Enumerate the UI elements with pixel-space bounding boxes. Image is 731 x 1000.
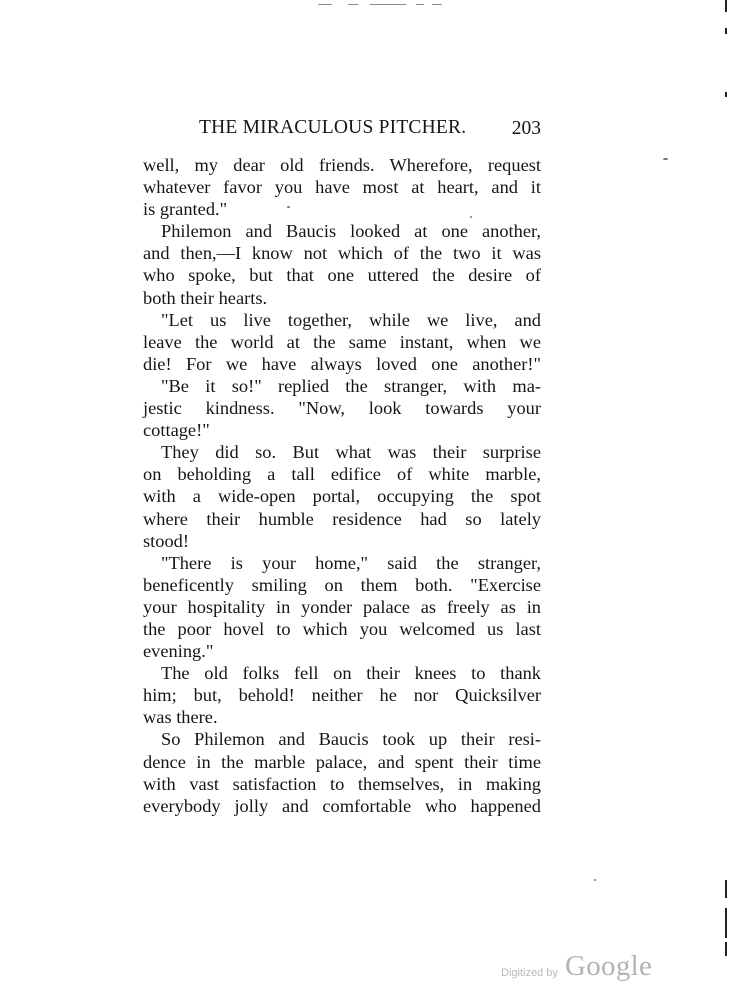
text-line: with a wide-open portal, occupying the spot [143, 486, 541, 507]
text-line: The old folks fell on their knees to thank [161, 663, 541, 684]
text-line: cottage!" [143, 420, 210, 441]
text-line: stood! [143, 530, 189, 551]
text-line: him; but, behold! neither he nor Quicksilver [143, 685, 541, 706]
text-line: leave the world at the same instant, when we [143, 331, 541, 352]
text-line: on beholding a tall edifice of white marble, [143, 464, 541, 485]
text-line: dence in the marble palace, and spent their time [143, 751, 541, 772]
text-line: evening." [143, 641, 214, 662]
text-line: well, my dear old friends. Wherefore, request [143, 155, 541, 175]
body-text [143, 154, 541, 817]
scan-speck [594, 879, 596, 881]
google-logo: Google [565, 950, 653, 982]
text-line: whatever favor you have most at heart, and it [143, 177, 541, 198]
text-line: both their hearts. [143, 287, 268, 308]
running-head: THE MIRACULOUS PITCHER. [199, 117, 467, 138]
scan-right-edge [721, 0, 731, 1000]
digitized-by-google-watermark [501, 952, 661, 986]
text-line: everybody jolly and comfortable who happened [143, 795, 541, 816]
text-line: They did so. But what was their surprise [161, 442, 541, 463]
text-line: the poor hovel to which you welcomed us last [143, 618, 541, 639]
text-line: "Let us live together, while we live, and [161, 309, 541, 330]
text-line: "There is your home," said the stranger, [161, 552, 541, 573]
text-line: "Be it so!" replied the stranger, with ma- [161, 375, 541, 396]
text-line: who spoke, but that one uttered the desire of [143, 265, 541, 286]
text-line: was there. [143, 707, 218, 728]
text-line: Philemon and Baucis looked at one another, [161, 221, 541, 242]
page-header [199, 117, 541, 145]
scan-speck [663, 158, 668, 160]
text-line: die! For we have always loved one another!" [143, 353, 541, 374]
text-line: with vast satisfaction to themselves, in making [143, 773, 541, 794]
scan-top-marks [318, 2, 448, 8]
page-number: 203 [511, 118, 541, 139]
text-line: So Philemon and Baucis took up their resi- [161, 729, 541, 750]
text-line: where their humble residence had so lately [143, 508, 541, 529]
watermark-prefix: Digitized by [501, 967, 558, 979]
text-line: jestic kindness. "Now, look towards your [143, 398, 541, 419]
text-line: your hospitality in yonder palace as freely as in [143, 596, 541, 617]
text-line: and then,—I know not which of the two it was [143, 243, 541, 264]
text-line: beneficently smiling on them both. "Exercise [143, 574, 541, 595]
text-line: is granted." [143, 199, 228, 220]
